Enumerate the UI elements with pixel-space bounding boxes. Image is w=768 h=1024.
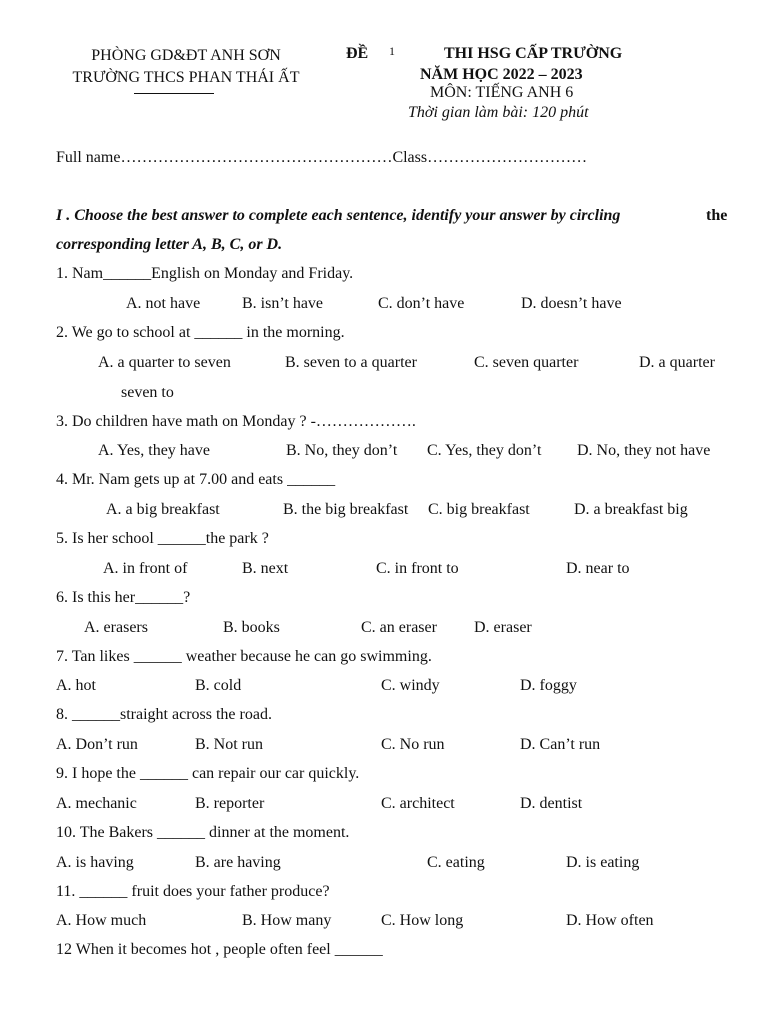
question-7: 7. Tan likes ______ weather because he can go swimming. [56, 648, 432, 665]
header-divider [134, 93, 214, 94]
q11-option-d: D. How often [566, 912, 654, 929]
q10-option-b: B. are having [195, 854, 281, 871]
q11-option-c: C. How long [381, 912, 464, 929]
q5-option-b: B. next [242, 560, 289, 577]
student-name-field: Full name……………………………………………Class………………………… [56, 149, 588, 166]
q3-option-d: D. No, they not have [577, 442, 711, 459]
question-8: 8. ______straight across the road. [56, 706, 272, 723]
q7-option-d: D. foggy [520, 677, 577, 694]
department-name: PHÒNG GD&ĐT ANH SƠN [91, 47, 281, 64]
q6-option-b: B. books [223, 619, 280, 636]
q1-option-a: A. not have [126, 295, 201, 312]
q9-option-a: A. mechanic [56, 795, 137, 812]
q2-option-b: B. seven to a quarter [285, 354, 417, 371]
question-9: 9. I hope the ______ can repair our car quickly. [56, 765, 360, 782]
q2-option-c: C. seven quarter [474, 354, 579, 371]
q8-option-c: C. No run [381, 736, 445, 753]
question-3: 3. Do children have math on Monday ? -………………. [56, 413, 416, 430]
question-10: 10. The Bakers ______ dinner at the moment. [56, 824, 350, 841]
q2-option-d: D. a quarter [639, 354, 715, 371]
question-11: 11. ______ fruit does your father produce? [56, 883, 330, 900]
q11-option-a: A. How much [56, 912, 147, 929]
q8-option-d: D. Can’t run [520, 736, 601, 753]
exam-title: THI HSG CẤP TRƯỜNG [444, 45, 623, 62]
school-year: NĂM HỌC 2022 – 2023 [420, 66, 583, 83]
q6-option-c: C. an eraser [361, 619, 437, 636]
question-5: 5. Is her school ______the park ? [56, 530, 269, 547]
q3-option-c: C. Yes, they don’t [427, 442, 542, 459]
q1-option-d: D. doesn’t have [521, 295, 622, 312]
q6-option-d: D. eraser [474, 619, 532, 636]
q1-option-b: B. isn’t have [242, 295, 324, 312]
question-12: 12 When it becomes hot , people often feel ______ [56, 941, 383, 958]
q2-option-a: A. a quarter to seven [98, 354, 231, 371]
q1-option-c: C. don’t have [378, 295, 465, 312]
q3-option-b: B. No, they don’t [286, 442, 398, 459]
q7-option-c: C. windy [381, 677, 440, 694]
q4-option-a: A. a big breakfast [106, 501, 220, 518]
q4-option-d: D. a breakfast big [574, 501, 688, 518]
section-instruction-line1: I . Choose the best answer to complete each sentence, identify your answer by circling [56, 207, 621, 224]
subject: MÔN: TIẾNG ANH 6 [430, 84, 574, 101]
q11-option-b: B. How many [242, 912, 332, 929]
q8-option-a: A. Don’t run [56, 736, 138, 753]
q4-option-c: C. big breakfast [428, 501, 530, 518]
q10-option-c: C. eating [427, 854, 485, 871]
q9-option-b: B. reporter [195, 795, 265, 812]
q2-option-d-continued: seven to [121, 384, 174, 401]
q9-option-c: C. architect [381, 795, 455, 812]
q7-option-b: B. cold [195, 677, 242, 694]
q10-option-a: A. is having [56, 854, 134, 871]
q10-option-d: D. is eating [566, 854, 640, 871]
q4-option-b: B. the big breakfast [283, 501, 409, 518]
q6-option-a: A. erasers [84, 619, 148, 636]
q5-option-c: C. in front to [376, 560, 459, 577]
q5-option-a: A. in front of [103, 560, 188, 577]
exam-time: Thời gian làm bài: 120 phút [408, 104, 589, 121]
section-instruction-line1-end: the [706, 207, 728, 224]
question-4: 4. Mr. Nam gets up at 7.00 and eats ______ [56, 471, 336, 488]
q5-option-d: D. near to [566, 560, 630, 577]
exam-code-label: ĐỀ [346, 45, 369, 62]
school-name: TRƯỜNG THCS PHAN THÁI ẤT [72, 69, 300, 86]
q8-option-b: B. Not run [195, 736, 263, 753]
section-instruction-line2: corresponding letter A, B, C, or D. [56, 236, 283, 253]
q3-option-a: A. Yes, they have [98, 442, 210, 459]
q7-option-a: A. hot [56, 677, 96, 694]
question-2: 2. We go to school at ______ in the morning. [56, 324, 345, 341]
question-1: 1. Nam______English on Monday and Friday. [56, 265, 354, 282]
exam-code-number: 1 [389, 44, 395, 58]
q9-option-d: D. dentist [520, 795, 583, 812]
question-6: 6. Is this her______? [56, 589, 191, 606]
